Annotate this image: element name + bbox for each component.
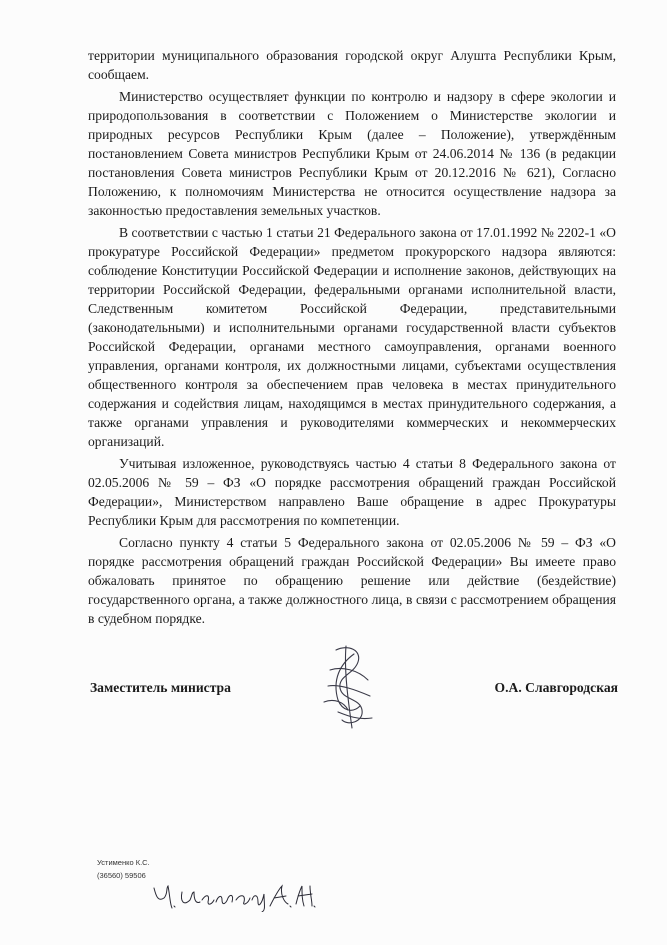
signature-block: [90, 680, 618, 702]
paragraph-ministry-functions: Министерство осуществляет функции по контролю и надзору в сфере экологии и природопользования в соответствии с Положением о Министерстве экологии и природных ресурсов Республики Крым (далее – Положение), утверждённым постановлением Совета министров Республики Крым от 24.06.2014 № 136 (в редакции постановления Совета министров Республики Крым от 20.12.2016 № 621), Согласно Положению, к полномочиям Министерства не относится осуществление надзора за законностью предоставления земельных участков.: [88, 89, 616, 218]
signatory-name: О.А. Славгородская: [494, 680, 618, 695]
paragraph-appeal-rights: Согласно пункту 4 статьи 5 Федерального закона от 02.05.2006 № 59 – ФЗ «О порядке рассмотрения обращений граждан Российской Федерации» Вы имеете право обжаловать принятое по обращению решение или действие (бездействие) государственного органа, а также должностного лица, в связи с рассмотрением обращения в судебном порядке.: [88, 535, 616, 626]
letter-body: [88, 46, 616, 631]
paragraph-forwarding: Учитывая изложенное, руководствуясь частью 4 статьи 8 Федерального закона от 02.05.2006 № 59 – ФЗ «О порядке рассмотрения обращений граждан Российской Федерации», Министерством направлено Ваше обращение в адрес Прокуратуры Республики Крым для рассмотрения по компетенции.: [88, 456, 616, 528]
executor-phone: (36560) 59506: [97, 871, 146, 880]
paragraph-prosecutor-supervision: В соответствии с частью 1 статьи 21 Федерального закона от 17.01.1992 № 2202-1 «О прокуратуре Российской Федерации» предметом прокурорского надзора являются: соблюдение Конституции Российской Федерации и исполнение законов, действующих на территории Российской Федерации, федеральными органами исполнительной власти, Следственным комитетом Российской Федерации, представительными (законодательными) и исполнительными органами государственной власти субъектов Российской Федерации, органами местного самоуправления, органами военного управления, органами контроля, их должностными лицами, субъектами осуществления общественного контроля за обеспечением прав человека в местах принудительного содержания и содействия лицам, находящимся в местах принудительного содержания, а также органами управления и руководителями коммерческих и некоммерческих организаций.: [88, 225, 616, 449]
paragraph-continuation: территории муниципального образования городской округ Алушта Республики Крым, сообщаем.: [88, 48, 616, 82]
executor-info: [97, 856, 150, 882]
signatory-position: Заместитель министра: [90, 680, 231, 695]
handwritten-note: [150, 880, 320, 912]
executor-name: Устименко К.С.: [97, 858, 150, 867]
